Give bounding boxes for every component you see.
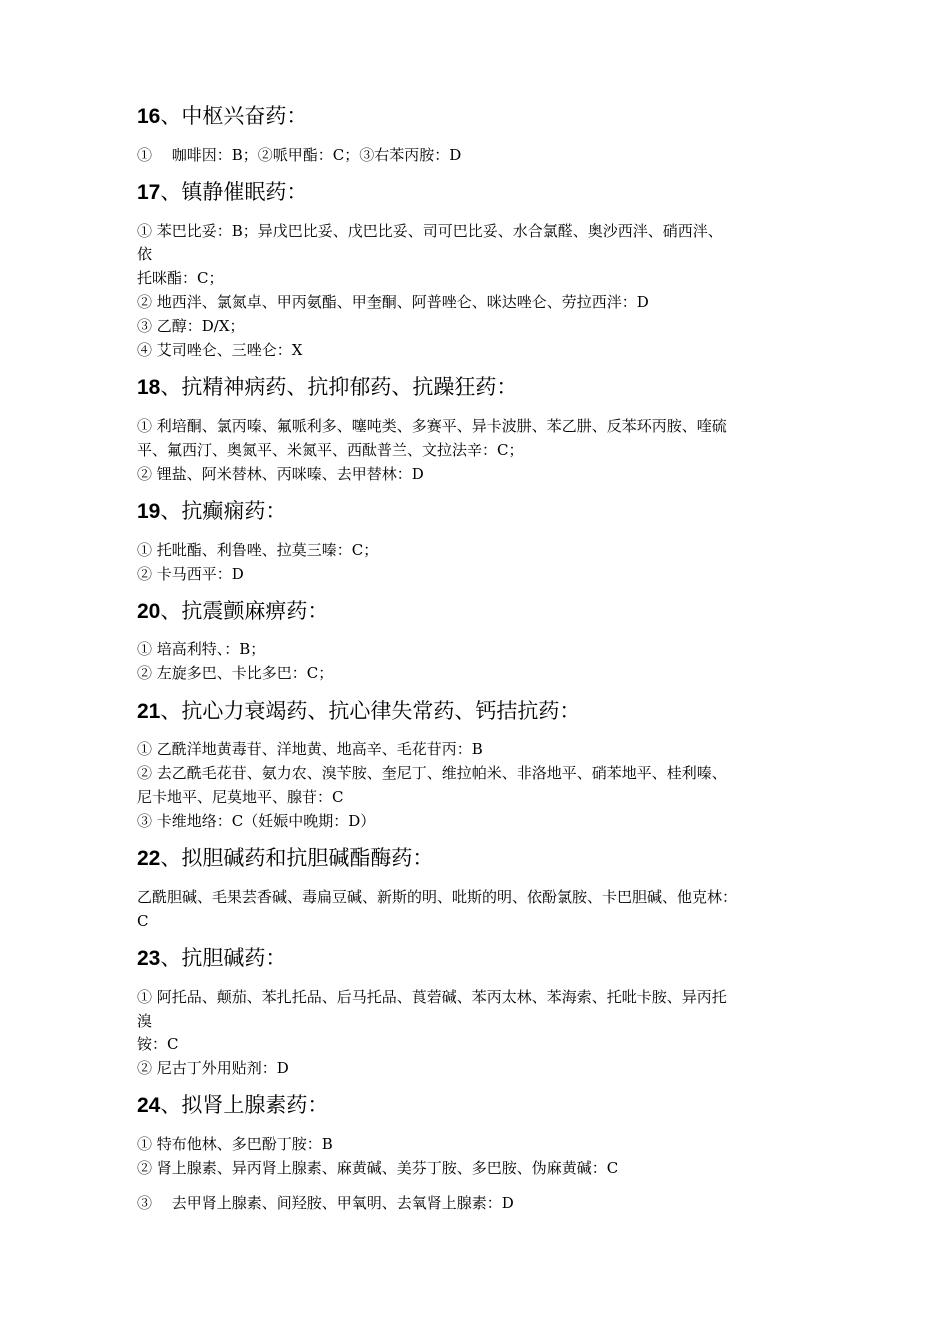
text-line: ① 托吡酯、利鲁唑、拉莫三嗪：C；: [137, 541, 379, 559]
heading-23: 23、抗胆碱药：: [137, 946, 287, 970]
text-line: ③ 去甲肾上腺素、间羟胺、甲氧明、去氧肾上腺素：D: [137, 1194, 514, 1212]
heading-19: 19、抗癫痫药：: [137, 499, 287, 523]
text-line: 尼卡地平、尼莫地平、腺苷：C: [137, 788, 344, 806]
text-line: ② 卡马西平：D: [137, 565, 244, 583]
heading-20: 20、抗震颤麻痹药：: [137, 599, 329, 623]
text-line: ① 培高利特、：B；: [137, 640, 266, 658]
heading-16: 16、中枢兴奋药：: [137, 104, 308, 128]
text-line: 溴: [137, 1012, 153, 1030]
text-line: ④ 艾司唑仑、三唑仑：X: [137, 341, 303, 359]
text-line: C: [137, 912, 149, 930]
text-line: 乙酰胆碱、毛果芸香碱、毒扁豆碱、新斯的明、吡斯的明、依酚氯胺、卡巴胆碱、他克林：: [137, 888, 738, 906]
text-line: ② 尼古丁外用贴剂：D: [137, 1059, 289, 1077]
text-line: ② 肾上腺素、异丙肾上腺素、麻黄碱、美芬丁胺、多巴胺、伪麻黄碱：C: [137, 1159, 619, 1177]
text-line: ② 地西泮、氯氮卓、甲丙氨酯、甲奎酮、阿普唑仑、咪达唑仑、劳拉西泮：D: [137, 293, 649, 311]
text-line: 依: [137, 245, 153, 263]
text-line: ① 利培酮、氯丙嗪、氟哌利多、噻吨类、多赛平、异卡波肼、苯乙肼、反苯环丙胺、喹硫: [137, 417, 727, 435]
text-line: ② 锂盐、阿米替林、丙咪嗪、去甲替林：D: [137, 465, 424, 483]
text-line: ① 咖啡因：B；②哌甲酯：C；③右苯丙胺：D: [137, 146, 462, 164]
heading-22: 22、拟胆碱药和抗胆碱酯酶药：: [137, 846, 434, 870]
text-line: ③ 卡维地络：C（妊娠中晚期：D）: [137, 812, 376, 830]
heading-18: 18、抗精神病药、抗抑郁药、抗躁狂药：: [137, 375, 518, 399]
text-line: ② 去乙酰毛花苷、氨力农、溴苄胺、奎尼丁、维拉帕米、非洛地平、硝苯地平、桂利嗪、: [137, 764, 727, 782]
text-line: ① 乙酰洋地黄毒苷、洋地黄、地高辛、毛花苷丙：B: [137, 740, 483, 758]
text-line: 平、氟西汀、奥氮平、米氮平、西酞普兰、文拉法辛：C；: [137, 441, 524, 459]
text-line: ① 特布他林、多巴酚丁胺：B: [137, 1135, 333, 1153]
text-line: 托咪酯：C；: [137, 269, 224, 287]
text-line: ① 苯巴比妥：B；异戊巴比妥、戊巴比妥、司可巴比妥、水合氯醛、奥沙西泮、硝西泮、: [137, 222, 723, 240]
text-line: ③ 乙醇：D/X；: [137, 317, 245, 335]
text-line: ① 阿托品、颠茄、苯扎托品、后马托品、莨菪碱、苯丙太林、苯海索、托吡卡胺、异丙托: [137, 988, 727, 1006]
text-line: ② 左旋多巴、卡比多巴：C；: [137, 664, 334, 682]
text-line: 铵：C: [137, 1035, 179, 1053]
heading-24: 24、拟肾上腺素药：: [137, 1093, 329, 1117]
heading-21: 21、抗心力衰竭药、抗心律失常药、钙拮抗药：: [137, 699, 581, 723]
heading-17: 17、镇静催眠药：: [137, 180, 308, 204]
